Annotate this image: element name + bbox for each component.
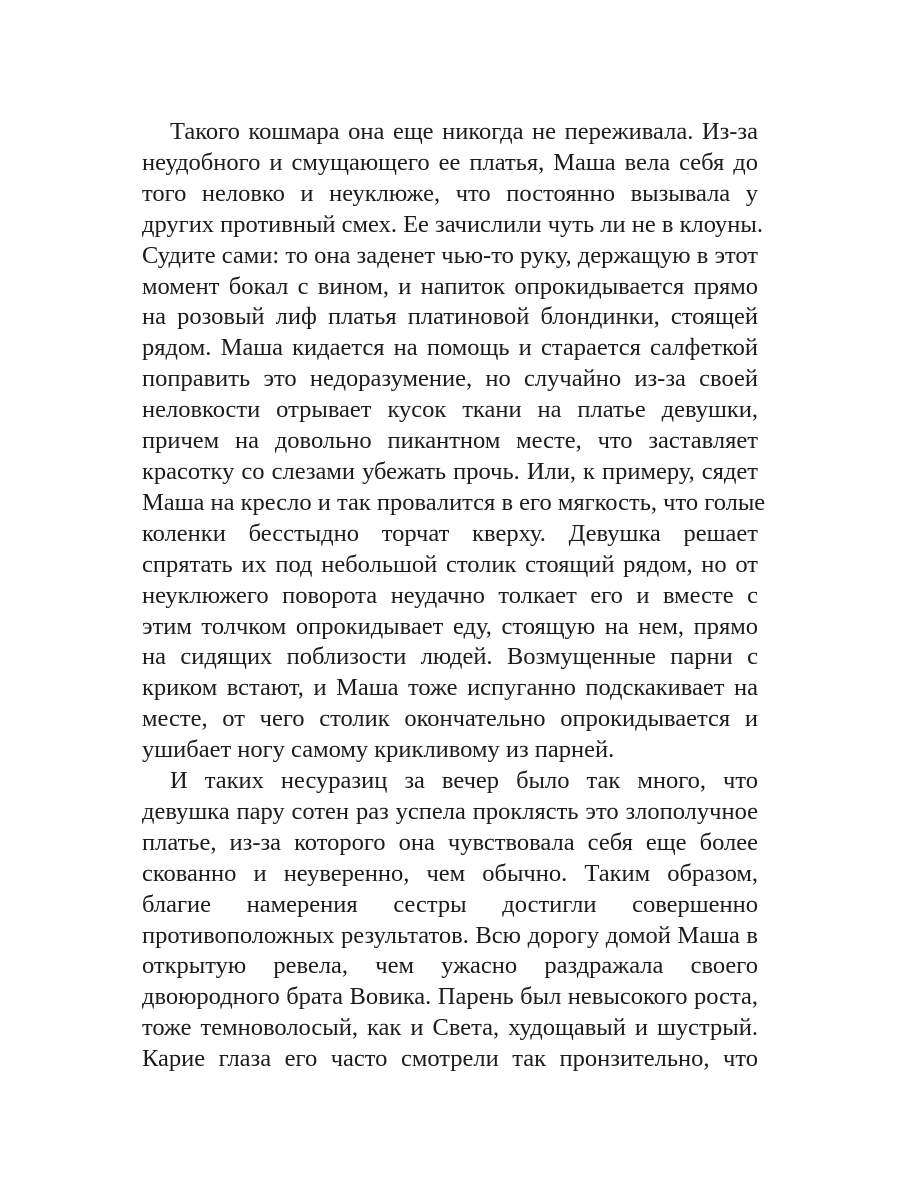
text-line: красотку со слезами убежать прочь. Или, к примеру, сядет bbox=[142, 457, 758, 485]
text-line: И таких несуразиц за вечер было так много, что bbox=[170, 767, 758, 795]
body-text bbox=[142, 117, 766, 1075]
text-line: ушибает ногу самому крикливому из парней. bbox=[142, 736, 615, 764]
paragraph-1 bbox=[142, 117, 766, 766]
text-line: коленки бесстыдно торчат кверху. Девушка решает bbox=[142, 519, 758, 547]
text-line: других противный смех. Ее зачислили чуть ли не в клоуны. bbox=[142, 210, 763, 238]
text-line: двоюродного брата Вовика. Парень был невысокого роста, bbox=[142, 983, 758, 1011]
text-line: Судите сами: то она заденет чью-то руку, держащую в этот bbox=[142, 241, 758, 269]
text-line: противоположных результатов. Всю дорогу домой Маша в bbox=[142, 921, 758, 949]
text-line: открытую ревела, чем ужасно раздражала своего bbox=[142, 952, 758, 980]
text-line: спрятать их под небольшой столик стоящий рядом, но от bbox=[142, 550, 758, 578]
text-line: благие намерения сестры достигли совершенно bbox=[142, 890, 758, 918]
text-line: неудобного и смущающего ее платья, Маша вела себя до bbox=[142, 148, 758, 176]
text-line: на розовый лиф платья платиновой блондинки, стоящей bbox=[142, 303, 758, 331]
text-line: скованно и неуверенно, чем обычно. Таким образом, bbox=[142, 859, 758, 887]
text-line: девушка пару сотен раз успела проклясть это злополучное bbox=[142, 797, 758, 825]
text-line: поправить это недоразумение, но случайно из-за своей bbox=[142, 365, 758, 393]
text-line: платье, из-за которого она чувствовала себя еще более bbox=[142, 828, 758, 856]
text-line: этим толчком опрокидывает еду, стоящую на нем, прямо bbox=[142, 612, 758, 640]
text-line: того неловко и неуклюже, что постоянно вызывала у bbox=[142, 179, 758, 207]
text-line: Такого кошмара она еще никогда не переживала. Из-за bbox=[170, 118, 758, 145]
text-line: момент бокал с вином, и напиток опрокидывается прямо bbox=[142, 272, 758, 300]
text-line: причем на довольно пикантном месте, что заставляет bbox=[142, 427, 758, 455]
text-line: рядом. Маша кидается на помощь и старается салфеткой bbox=[142, 334, 758, 362]
text-line: неловкости отрывает кусок ткани на платье девушки, bbox=[142, 396, 758, 424]
text-line: месте, от чего столик окончательно опрокидывается и bbox=[142, 705, 758, 733]
text-line: тоже темноволосый, как и Света, худощавый и шустрый. bbox=[142, 1014, 758, 1042]
paragraph-2 bbox=[142, 766, 758, 1075]
text-line: криком встают, и Маша тоже испуганно подскакивает на bbox=[142, 674, 758, 702]
text-line: Маша на кресло и так провалится в его мягкость, что голые bbox=[142, 488, 766, 516]
text-line: неуклюжего поворота неудачно толкает его и вместе с bbox=[142, 581, 758, 609]
text-line: Карие глаза его часто смотрели так пронзительно, что bbox=[142, 1045, 758, 1073]
text-line: на сидящих поблизости людей. Возмущенные парни с bbox=[142, 643, 758, 671]
